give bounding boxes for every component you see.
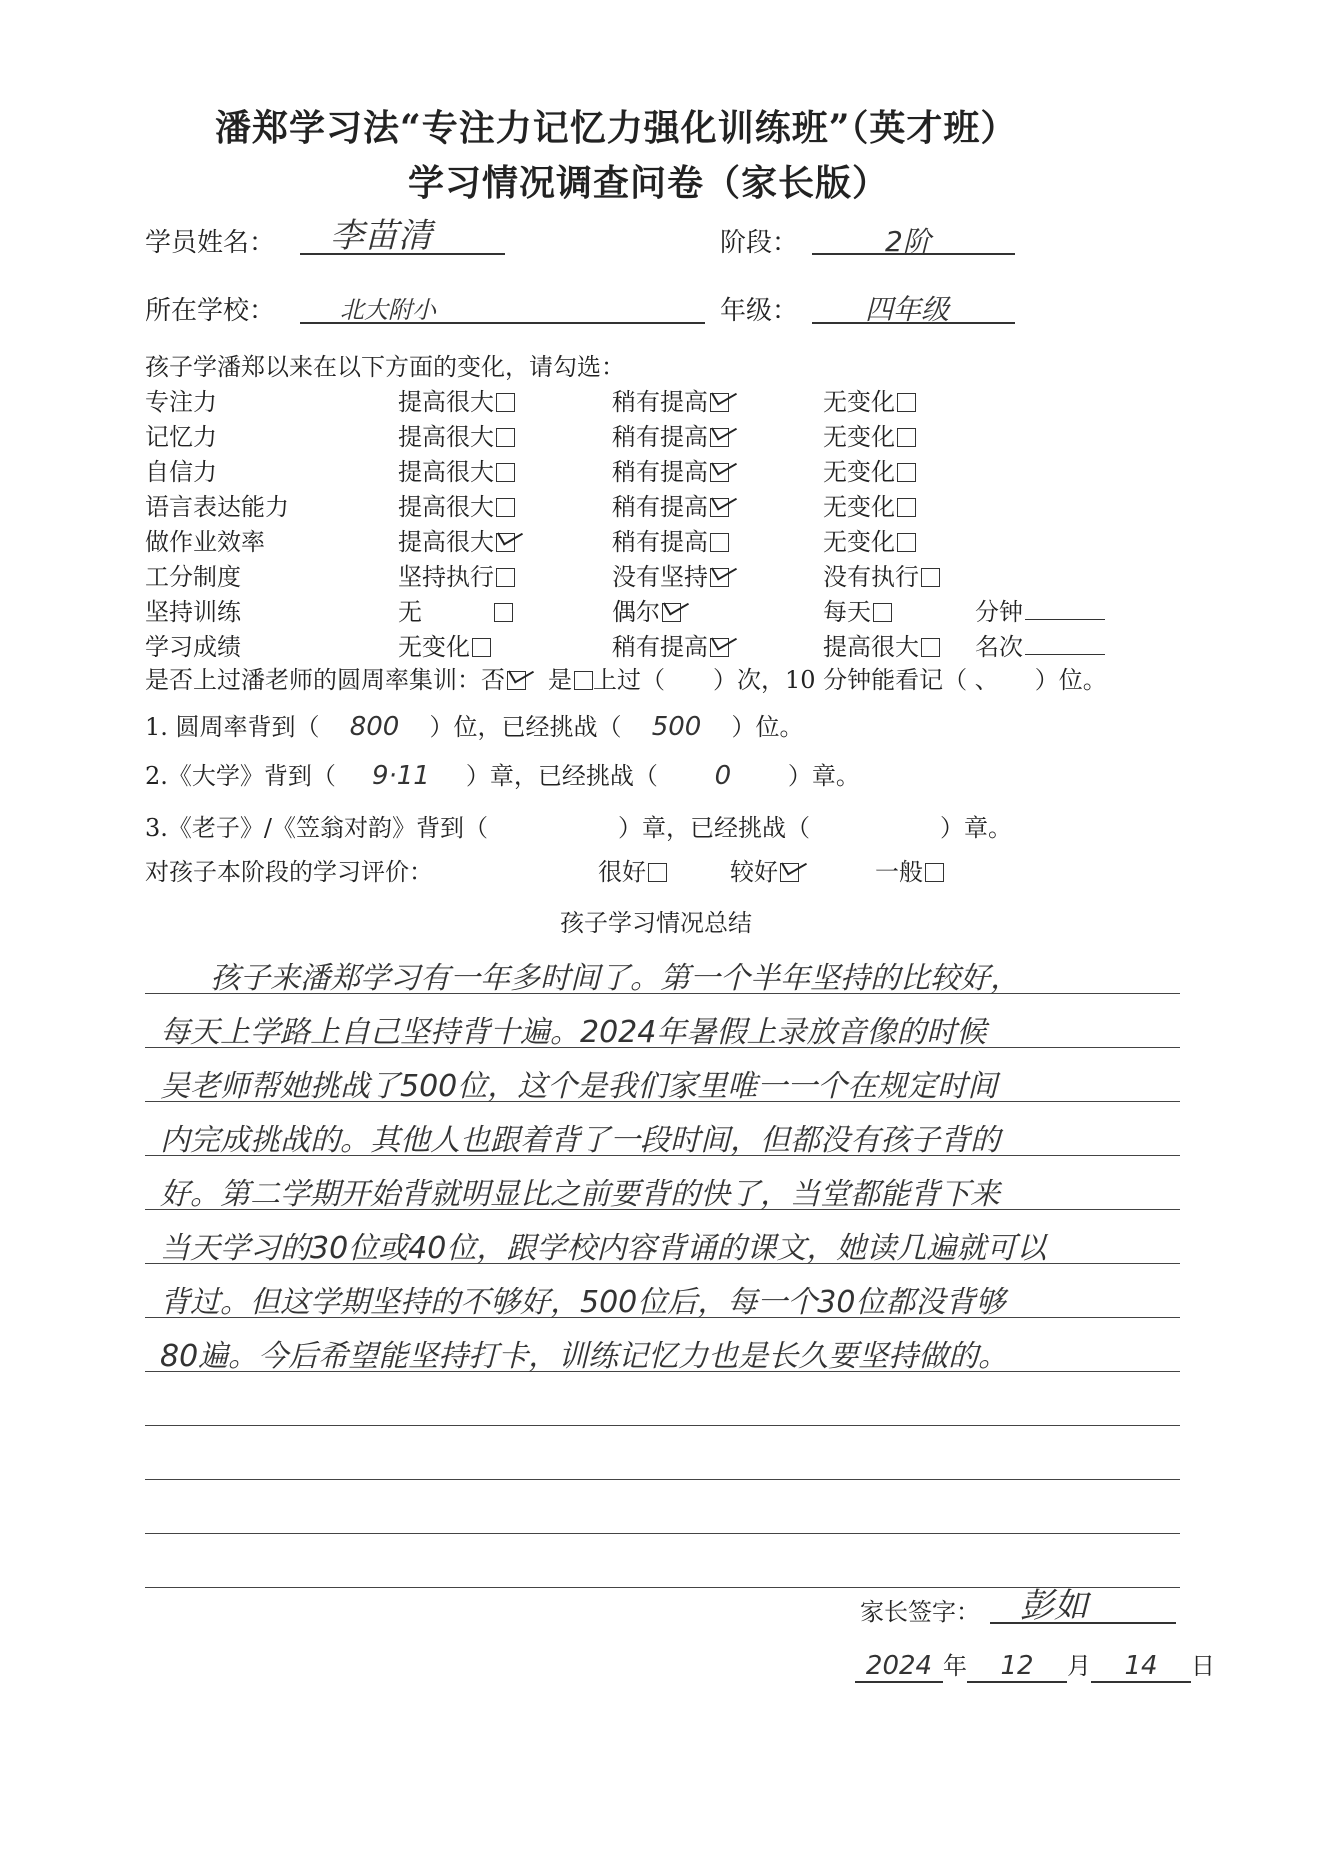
change-option-label: 稍有提高 [612, 493, 708, 521]
progress-daxue [145, 756, 860, 791]
change-option-label: 无 [398, 598, 422, 626]
change-option-label: 没有执行 [823, 563, 919, 591]
change-row-label: 记忆力 [145, 423, 217, 451]
change-option-label: 每天 [823, 598, 871, 626]
change-row-label-5 [145, 557, 241, 592]
change-option-checkbox[interactable] [496, 428, 515, 447]
date-month[interactable]: 12 [967, 1651, 1067, 1683]
change-row-label: 工分制度 [145, 563, 241, 591]
changes-prompt: 孩子学潘郑以来在以下方面的变化，请勾选： [145, 353, 625, 381]
change-option-checkbox[interactable] [662, 603, 681, 622]
change-option-checkbox[interactable] [472, 638, 491, 657]
pi-training-prefix: 是否上过潘老师的圆周率集训：否 [145, 666, 505, 694]
progress-pi-c: ）位。 [731, 713, 804, 741]
evaluation-opt1-label: 很好 [598, 858, 646, 886]
summary-line[interactable]: 孩子来潘郑学习有一年多时间了。第一个半年坚持的比较好， [210, 961, 1020, 996]
change-option-checkbox[interactable] [710, 568, 729, 587]
change-option-checkbox[interactable] [710, 393, 729, 412]
summary-rule-line [145, 1425, 1180, 1426]
summary-heading: 孩子学习情况总结 [560, 909, 752, 937]
progress-daxue-b: ）章，已经挑战（ [465, 762, 658, 790]
change-extra-blank[interactable] [1025, 619, 1105, 620]
grade-underline [812, 322, 1015, 324]
school-label: 所在学校： [145, 296, 276, 326]
evaluation-opt2-label: 较好 [730, 858, 778, 886]
change-row-label-2 [145, 452, 217, 487]
grade-value[interactable]: 四年级 [865, 293, 950, 326]
progress-pi [145, 707, 804, 742]
change-row-label-1 [145, 417, 217, 452]
change-option-label: 提高很大 [398, 423, 494, 451]
change-option-label: 提高很大 [823, 633, 919, 661]
change-option-label: 提高很大 [398, 388, 494, 416]
evaluation-opt2 [730, 852, 799, 887]
progress-daxue-c: ）章。 [787, 762, 860, 790]
change-option-checkbox[interactable] [897, 533, 916, 552]
change-row-label-3 [145, 487, 289, 522]
change-row-3-opt3 [823, 487, 916, 522]
change-row-6-opt2 [612, 592, 681, 627]
summary-line[interactable]: 当天学习的30位或40位，跟学校内容背诵的课文，她读几遍就可以 [160, 1231, 1047, 1266]
change-row-label: 坚持训练 [145, 598, 241, 626]
change-row-7-opt2 [612, 627, 729, 662]
change-option-checkbox[interactable] [496, 498, 515, 517]
summary-line[interactable]: 吴老师帮她挑战了500位，这个是我们家里唯一一个在规定时间 [160, 1069, 998, 1104]
form-title: 潘郑学习法“专注力记忆力强化训练班”（英才班） [215, 107, 1018, 149]
change-option-label: 无变化 [823, 528, 895, 556]
progress-pi-a: 1. 圆周率背到（ [145, 713, 320, 741]
change-option-checkbox[interactable] [710, 463, 729, 482]
progress-laozi-a: 3.《老子》/《笠翁对韵》背到（ [145, 814, 488, 842]
date-year[interactable]: 2024 [855, 1651, 943, 1683]
change-option-checkbox[interactable] [921, 638, 940, 657]
progress-pi-v1[interactable]: 800 [349, 712, 400, 742]
summary-line[interactable]: 好。第二学期开始背就明显比之前要背的快了，当堂都能背下来 [160, 1177, 1000, 1212]
summary-line[interactable]: 80遍。今后希望能坚持打卡，训练记忆力也是长久要坚持做的。 [160, 1339, 1009, 1374]
summary-line[interactable]: 每天上学路上自己坚持背十遍。2024年暑假上录放音像的时候 [160, 1015, 987, 1050]
evaluation-opt3-checkbox[interactable] [925, 863, 944, 882]
change-row-4-opt3 [823, 522, 916, 557]
change-option-label: 偶尔 [612, 598, 660, 626]
form-subtitle: 学习情况调查问卷（家长版） [408, 162, 890, 204]
change-option-label: 提高很大 [398, 458, 494, 486]
change-extra-label: 名次 [975, 633, 1023, 661]
change-option-label: 坚持执行 [398, 563, 494, 591]
evaluation-label: 对孩子本阶段的学习评价： [145, 858, 433, 886]
change-option-label: 提高很大 [398, 493, 494, 521]
progress-pi-b: ）位，已经挑战（ [429, 713, 622, 741]
summary-rule-line [145, 1479, 1180, 1480]
change-row-2-opt3 [823, 452, 916, 487]
change-row-6-opt3 [823, 592, 892, 627]
date-month-unit: 月 [1067, 1652, 1091, 1680]
signature-underline [990, 1622, 1176, 1624]
change-option-checkbox[interactable] [496, 393, 515, 412]
signature-label: 家长签字： [860, 1598, 980, 1626]
change-option-label: 稍有提高 [612, 423, 708, 451]
change-option-label: 稍有提高 [612, 388, 708, 416]
change-option-checkbox[interactable] [496, 568, 515, 587]
school-value[interactable]: 北大附小 [340, 296, 436, 324]
change-row-label: 专注力 [145, 388, 217, 416]
stage-value[interactable]: 2阶 [885, 225, 931, 258]
summary-line[interactable]: 背过。但这学期坚持的不够好，500位后，每一个30位都没背够 [160, 1285, 1006, 1320]
student-name-underline [300, 253, 505, 255]
change-option-checkbox[interactable] [897, 498, 916, 517]
change-option-label: 稍有提高 [612, 633, 708, 661]
change-row-6-extra [975, 592, 1105, 627]
change-row-3-opt1 [398, 487, 515, 522]
evaluation-opt3 [875, 852, 944, 887]
change-option-checkbox[interactable] [710, 498, 729, 517]
change-option-checkbox[interactable] [873, 603, 892, 622]
pi-training-row [145, 660, 1107, 695]
change-option-checkbox[interactable] [897, 463, 916, 482]
change-option-checkbox[interactable] [494, 603, 513, 622]
progress-daxue-v2[interactable]: 0 [714, 761, 732, 791]
progress-laozi-b: ）章，已经挑战（ [617, 814, 810, 842]
grade-label: 年级： [720, 296, 799, 326]
change-row-7-opt1 [398, 627, 491, 662]
change-row-0-opt3 [823, 382, 916, 417]
change-row-5-opt3 [823, 557, 940, 592]
evaluation-opt1 [598, 852, 667, 887]
progress-daxue-a: 2.《大学》背到（ [145, 762, 336, 790]
evaluation-opt3-label: 一般 [875, 858, 923, 886]
change-row-5-opt2 [612, 557, 729, 592]
change-option-label: 无变化 [823, 458, 895, 486]
change-row-1-opt1 [398, 417, 515, 452]
progress-pi-v2[interactable]: 500 [651, 712, 702, 742]
progress-daxue-v1[interactable]: 9·11 [371, 761, 430, 791]
student-name-value[interactable]: 李苗清 [330, 216, 432, 256]
change-row-label: 语言表达能力 [145, 493, 289, 521]
progress-laozi-c: ）章。 [939, 814, 1012, 842]
change-option-label: 无变化 [398, 633, 470, 661]
date-day-unit: 日 [1191, 1652, 1215, 1680]
student-name-label: 学员姓名： [145, 228, 276, 258]
stage-label: 阶段： [720, 228, 799, 258]
evaluation-opt1-checkbox[interactable] [648, 863, 667, 882]
change-row-label: 自信力 [145, 458, 217, 486]
evaluation-opt2-checkbox[interactable] [780, 863, 799, 882]
change-row-label-6 [145, 592, 241, 627]
change-row-4-opt2 [612, 522, 729, 557]
date-year-unit: 年 [943, 1652, 967, 1680]
change-row-label-7 [145, 627, 241, 662]
change-option-label: 稍有提高 [612, 458, 708, 486]
date-day[interactable]: 14 [1091, 1651, 1191, 1683]
change-row-label-4 [145, 522, 265, 557]
change-option-checkbox[interactable] [710, 533, 729, 552]
summary-rule-line [145, 1533, 1180, 1534]
signature-image: 彭如 [1020, 1586, 1088, 1626]
change-option-label: 提高很大 [398, 528, 494, 556]
change-row-label-0 [145, 382, 217, 417]
school-underline [300, 322, 705, 324]
no-checkbox[interactable] [507, 671, 526, 690]
change-row-4-opt1 [398, 522, 515, 557]
change-option-checkbox[interactable] [921, 568, 940, 587]
change-option-checkbox[interactable] [710, 428, 729, 447]
change-row-label: 做作业效率 [145, 528, 265, 556]
change-option-checkbox[interactable] [496, 533, 515, 552]
pi-training-mid: 上过（ ）次，10 分钟能看记（ 、 ）位。 [593, 666, 1107, 694]
change-row-7-opt3 [823, 627, 940, 662]
change-row-5-opt1 [398, 557, 515, 592]
progress-laozi [145, 808, 1012, 843]
date-row [855, 1646, 1215, 1683]
change-row-0-opt1 [398, 382, 515, 417]
stage-underline [812, 253, 1015, 255]
change-extra-label: 分钟 [975, 598, 1023, 626]
change-row-1-opt2 [612, 417, 729, 452]
change-option-label: 没有坚持 [612, 563, 708, 591]
change-option-label: 无变化 [823, 493, 895, 521]
change-row-2-opt2 [612, 452, 729, 487]
change-row-6-opt1 [398, 592, 513, 627]
change-option-label: 无变化 [823, 388, 895, 416]
change-row-label: 学习成绩 [145, 633, 241, 661]
change-option-label: 无变化 [823, 423, 895, 451]
change-row-0-opt2 [612, 382, 729, 417]
change-row-1-opt3 [823, 417, 916, 452]
change-option-checkbox[interactable] [897, 428, 916, 447]
change-row-3-opt2 [612, 487, 729, 522]
change-option-label: 稍有提高 [612, 528, 708, 556]
change-extra-blank[interactable] [1025, 654, 1105, 655]
change-row-7-extra [975, 627, 1105, 662]
change-option-checkbox[interactable] [496, 463, 515, 482]
pi-training-yes: 是 [548, 666, 572, 694]
summary-line[interactable]: 内完成挑战的。其他人也跟着背了一段时间，但都没有孩子背的 [160, 1123, 1000, 1158]
change-option-checkbox[interactable] [710, 638, 729, 657]
change-row-2-opt1 [398, 452, 515, 487]
change-option-checkbox[interactable] [897, 393, 916, 412]
yes-checkbox[interactable] [574, 671, 593, 690]
